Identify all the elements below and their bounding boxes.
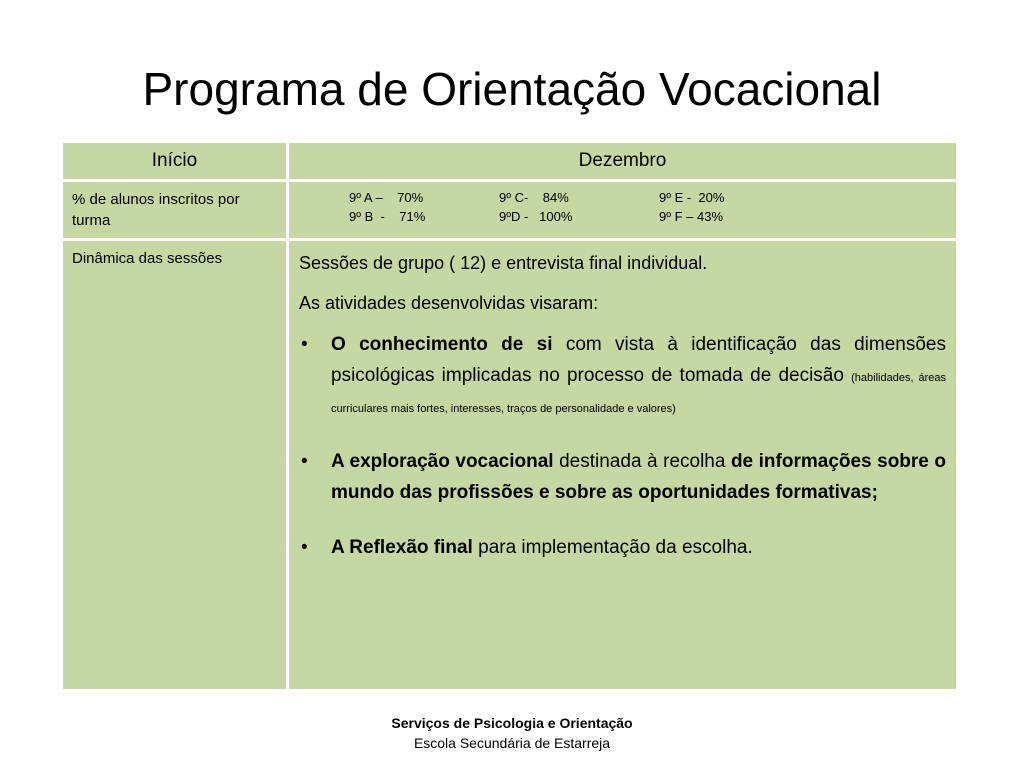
dynamics-label: Dinâmica das sessões	[62, 240, 288, 691]
bullet-bold: A exploração vocacional	[331, 451, 554, 472]
header-dezembro: Dezembro	[288, 142, 958, 181]
bullet-icon: •	[301, 451, 308, 472]
bullet-bold-2: de informações sobre o mundo das profissões e sobre as oportunidades formativas;	[331, 451, 947, 503]
bullet-text: com vista à identificação das dimensões psicológicas implicadas no processo de tomada de decisão	[331, 334, 947, 386]
bullet-text: para implementação da escolha.	[472, 537, 753, 558]
class-9a: 9º A – 70%	[349, 190, 424, 205]
enrollment-line-1	[299, 188, 946, 207]
footer-line-1: Serviços de Psicologia e Orientação	[391, 715, 633, 731]
table-header-row	[62, 142, 958, 181]
page-title: Programa de Orientação Vocacional	[142, 63, 882, 115]
list-item-reflexao	[299, 532, 946, 563]
list-item-conhecimento	[299, 329, 946, 422]
class-9f: 9º F – 43%	[659, 209, 724, 224]
class-9e: 9º E - 20%	[659, 190, 725, 205]
bullet-icon: •	[301, 334, 308, 355]
program-table	[60, 140, 959, 692]
class-9c: 9º C- 84%	[499, 190, 569, 205]
table-row-enrollment	[62, 181, 958, 240]
dynamics-description	[288, 240, 958, 691]
dynamics-intro-1: Sessões de grupo ( 12) e entrevista final individual.	[299, 253, 708, 273]
bullet-icon: •	[301, 537, 308, 558]
enrollment-line-2	[299, 207, 946, 226]
bullet-text: destinada à recolha	[553, 451, 731, 472]
list-item-exploracao	[299, 446, 946, 508]
activities-list	[299, 329, 946, 563]
footer	[0, 713, 1024, 753]
footer-line-2: Escola Secundária de Estarreja	[413, 735, 611, 751]
class-9d: 9ºD - 100%	[499, 209, 573, 224]
bullet-bold: O conhecimento de si	[331, 334, 553, 355]
dynamics-intro-2: As atividades desenvolvidas visaram:	[299, 293, 599, 313]
enrollment-label: % de alunos inscritos por turma	[62, 181, 288, 240]
header-inicio: Início	[62, 142, 288, 181]
enrollment-values	[288, 181, 958, 240]
class-9b: 9º B - 71%	[349, 209, 426, 224]
bullet-note: (habilidades, áreas curriculares mais fortes, interesses, traços de personalidade e valores)	[331, 372, 946, 415]
table-row-dynamics	[62, 240, 958, 691]
bullet-bold: A Reflexão final	[331, 537, 473, 558]
